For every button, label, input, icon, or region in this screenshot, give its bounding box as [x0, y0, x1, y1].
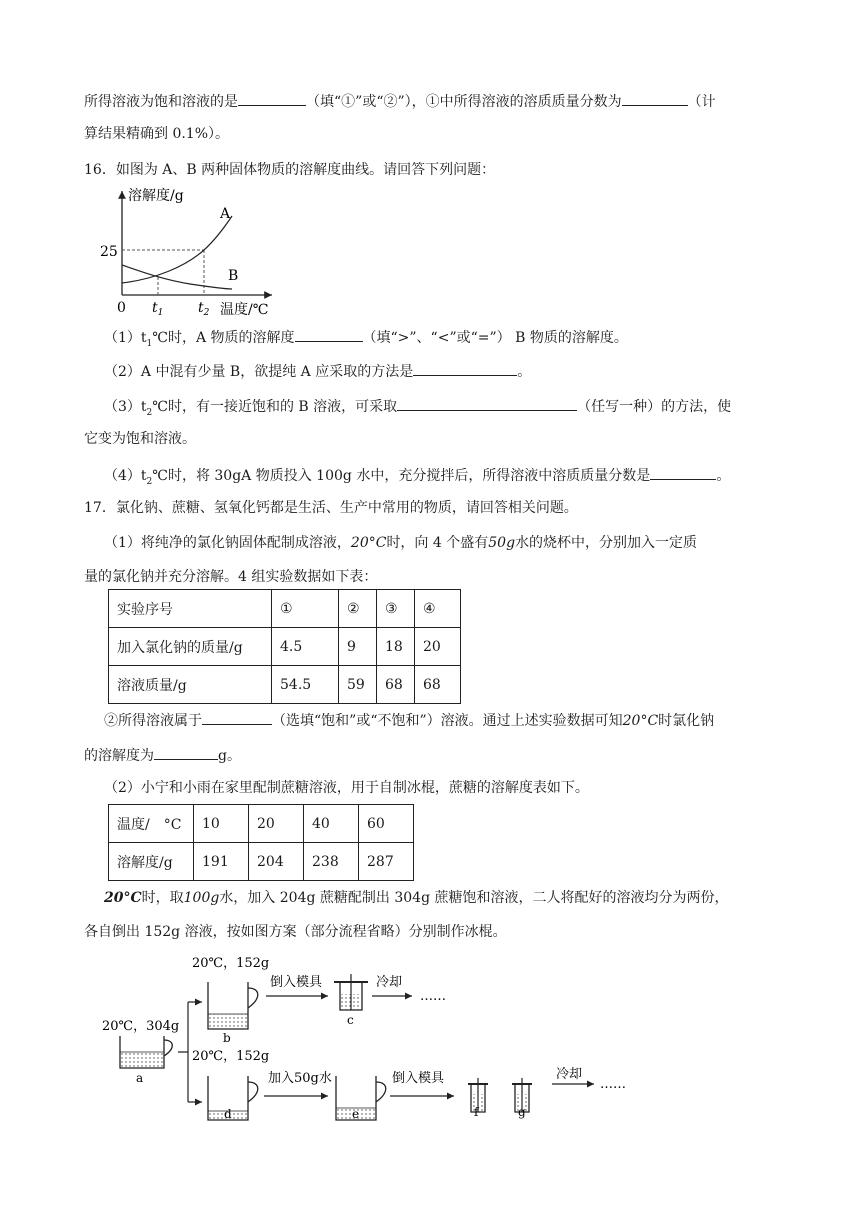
graph-t1-label: $t_1$	[152, 300, 164, 318]
dots-1: ……	[420, 989, 446, 1004]
q17-part3-line2	[84, 922, 507, 942]
label-c: c	[347, 1013, 354, 1027]
q16-p4-sub: 2	[146, 476, 153, 487]
q15-line2-text: 算结果精确到 0.1%）。	[84, 126, 230, 142]
q16-part2	[104, 360, 531, 382]
q16-blank-1[interactable]	[295, 326, 363, 342]
q17-q-line2-b: g。	[218, 748, 241, 764]
q16-p3-c: （任写一种）的方法，使	[577, 399, 732, 415]
q15-line2	[84, 124, 229, 144]
q16-part3	[104, 395, 731, 423]
table-cell: 溶液质量/g	[109, 666, 272, 704]
q16-p1-a: （1）t	[104, 330, 147, 346]
q17-p1-mass: 50g	[488, 535, 516, 551]
cond-b: 20℃，152g	[192, 956, 270, 971]
popsicle-flow-diagram	[96, 952, 676, 1122]
q17-part1-line2	[84, 567, 377, 587]
table-cell: 68	[415, 666, 461, 704]
q17-blank-1[interactable]	[202, 709, 272, 725]
table-cell: 20	[415, 628, 461, 666]
q17-blank-2[interactable]	[154, 744, 218, 760]
q15-blank-2[interactable]	[622, 90, 688, 106]
table-cell: 18	[377, 628, 415, 666]
table-cell: 4.5	[272, 628, 339, 666]
q16-part1	[104, 326, 628, 354]
table-cell: 68	[377, 666, 415, 704]
graph-t2-label: $t_2$	[198, 300, 210, 318]
q16-stem-text: 16．如图为 A、B 两种固体物质的溶解度曲线。请回答下列问题：	[84, 162, 496, 178]
table-cell: 287	[359, 843, 414, 881]
beaker-a	[120, 1036, 172, 1068]
branch-line	[178, 1002, 188, 1102]
q17-p3-a: 时，取	[141, 890, 184, 906]
add-water-label: 加入50g水	[268, 1071, 332, 1086]
table-row	[109, 805, 414, 843]
q17-p2-text: （2）小宁和小雨在家里配制蔗糖溶液，用于自制冰棍，蔗糖的溶解度表如下。	[104, 780, 589, 796]
q16-p1-c: （填“>”、“<”或“=”） B 物质的溶解度。	[362, 330, 628, 346]
table-cell: 20	[249, 805, 304, 843]
cond-a: 20℃，304g	[102, 1019, 180, 1034]
table-cell: 加入氯化钠的质量/g	[109, 628, 272, 666]
label-g: g	[518, 1105, 526, 1119]
q16-p3-b: ℃时，有一接近饱和的 B 溶液，可采取	[152, 399, 398, 415]
table-cell: 60	[359, 805, 414, 843]
table-cell: ④	[415, 590, 461, 628]
graph-origin: 0	[117, 300, 126, 316]
q17-part1	[104, 533, 697, 553]
table-cell: 204	[249, 843, 304, 881]
q17-p3-line2: 各自倒出 152g 溶液，按如图方案（部分流程省略）分别制作冰棍。	[84, 924, 507, 940]
graph-xlabel: 温度/℃	[220, 302, 269, 318]
graph-ylabel: 溶解度/g	[128, 188, 184, 204]
q16-part3-line2	[84, 429, 196, 449]
q16-p2-b: 。	[517, 364, 532, 380]
cool-label-2: 冷却	[556, 1067, 583, 1082]
table-row	[109, 628, 461, 666]
q16-p1-b: ℃时，A 物质的溶解度	[152, 330, 295, 346]
table-cell: 59	[339, 666, 377, 704]
table-cell: 10	[194, 805, 249, 843]
table-row	[109, 590, 461, 628]
q15-line1	[84, 90, 716, 112]
mold-c	[334, 974, 368, 1010]
beaker-b	[208, 982, 258, 1029]
table-cell: 54.5	[272, 666, 339, 704]
q17-stem	[84, 498, 578, 518]
q15-blank-1[interactable]	[238, 90, 306, 106]
label-b: b	[223, 1031, 231, 1045]
table-cell: ①	[272, 590, 339, 628]
q16-p2-a: （2）A 中混有少量 B，欲提纯 A 应采取的方法是	[104, 364, 414, 380]
q17-q-c: 时氯化钠	[658, 713, 715, 729]
q16-part4	[104, 464, 730, 492]
q16-blank-2[interactable]	[413, 360, 517, 376]
label-e: e	[352, 1107, 360, 1121]
table-cell: 温度/ °C	[109, 805, 194, 843]
label-d: d	[224, 1107, 232, 1121]
dots-2: ……	[600, 1077, 626, 1092]
pour-label-2: 倒入模具	[392, 1071, 445, 1086]
q17-p3-water: 100g	[183, 890, 220, 906]
q17-p1-line2: 量的氯化钠并充分溶解。4 组实验数据如下表：	[84, 569, 378, 585]
curve-a-label: A	[220, 206, 231, 222]
q17-q-line2-a: 的溶解度为	[84, 748, 154, 764]
solubility-graph	[100, 183, 300, 323]
q17-q-a: ②所得溶液属于	[104, 713, 202, 729]
q17-question1	[104, 709, 714, 731]
q16-p4-b: ℃时，将 30gA 物质投入 100g 水中，充分搅拌后，所得溶液中溶质质量分数是	[152, 468, 651, 484]
graph-ytick-25: 25	[100, 244, 118, 260]
q16-p3-a: （3）t	[104, 399, 147, 415]
table-cell: 191	[194, 843, 249, 881]
q15-text-a: 所得溶液为饱和溶液的是	[84, 94, 238, 110]
q17-stem-text: 17．氯化钠、蔗糖、氢氧化钙都是生活、生产中常用的物质，请回答相关问题。	[84, 500, 578, 516]
cool-label-1: 冷却	[376, 975, 403, 990]
q16-stem	[84, 160, 495, 180]
q17-q-b: （选填“饱和”或“不饱和”）溶液。通过上述实验数据可知	[272, 713, 623, 729]
q16-p4-a: （4）t	[104, 468, 147, 484]
q17-part3	[104, 888, 728, 908]
q17-p3-b: 水，加入 204g 蔗糖配制出 304g 蔗糖饱和溶液，二人将配好的溶液均分为两份，	[219, 890, 729, 906]
cond-d: 20℃，152g	[192, 1049, 270, 1064]
q16-blank-3[interactable]	[397, 395, 577, 411]
table-cell: 238	[304, 843, 359, 881]
q15-text-b: （填“①”或“②”），①中所得溶液的溶质质量分数为	[306, 94, 622, 110]
table-cell: ③	[377, 590, 415, 628]
curve-b-label: B	[228, 268, 239, 284]
q17-p1-c: 水的烧杯中，分别加入一定质	[515, 535, 698, 551]
pour-label-1: 倒入模具	[270, 975, 323, 990]
label-f: f	[474, 1105, 479, 1119]
sugar-solubility-table	[108, 804, 414, 881]
table-cell: ②	[339, 590, 377, 628]
table-cell: 40	[304, 805, 359, 843]
table-cell: 实验序号	[109, 590, 272, 628]
table-row	[109, 666, 461, 704]
q17-p1-b: 时，向 4 个盛有	[386, 535, 489, 551]
q15-text-c: （计	[687, 94, 716, 110]
curve-b	[122, 265, 232, 289]
q17-p3-temp: 20°C	[104, 890, 142, 906]
label-a: a	[136, 1071, 144, 1085]
beaker-d	[208, 1076, 258, 1120]
q17-question1-line2	[84, 744, 241, 766]
beaker-e	[336, 1076, 386, 1120]
q16-p4-c: 。	[716, 468, 731, 484]
q17-p1-temp: 20°C	[350, 535, 387, 551]
q17-part2	[104, 778, 589, 798]
table-row	[109, 843, 414, 881]
table-cell: 9	[339, 628, 377, 666]
q16-p3-line2: 它变为饱和溶液。	[84, 431, 196, 447]
q16-p1-sub: 1	[146, 338, 153, 349]
q16-blank-4[interactable]	[650, 464, 716, 480]
nacl-data-table	[108, 589, 461, 704]
q16-p3-sub: 2	[146, 407, 153, 418]
q17-p1-a: （1）将纯净的氯化钠固体配制成溶液，	[104, 535, 351, 551]
table-cell: 溶解度/g	[109, 843, 194, 881]
q17-q-temp: 20°C	[622, 713, 659, 729]
